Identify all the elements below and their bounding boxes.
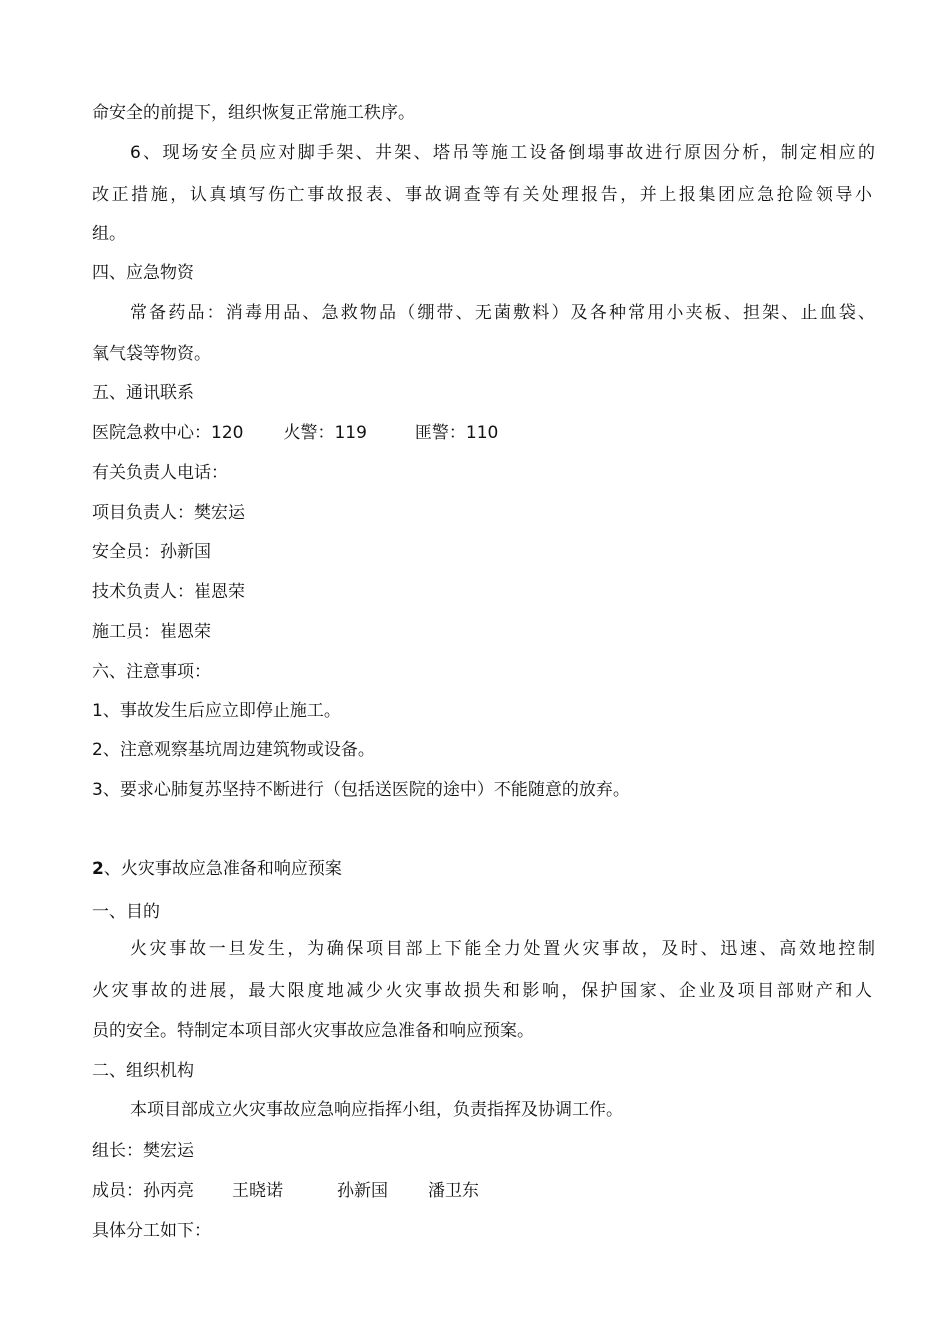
item-number: 6	[130, 143, 141, 163]
section-title-fire-plan: 2、火灾事故应急准备和响应预案	[92, 859, 342, 879]
paragraph-item-6: 6、现场安全员应对脚手架、井架、塔吊等施工设备倒塌事故进行原因分析，制定相应的	[130, 143, 875, 163]
paragraph-line: 命安全的前提下，组织恢复正常施工秩序。	[92, 103, 415, 123]
paragraph-line: 火灾事故的进展，最大限度地减少火灾事故损失和影响，保护国家、企业及项目部财产和人	[92, 981, 872, 1001]
contact-construction-worker: 施工员：崔恩荣	[92, 622, 211, 642]
emergency-numbers: 医院急救中心：120 火警：119 匪警：110	[92, 423, 499, 443]
paragraph-line: 具体分工如下：	[92, 1221, 211, 1241]
section-heading-emergency-supplies: 四、应急物资	[92, 263, 194, 283]
paragraph-line: 改正措施，认真填写伤亡事故报表、事故调查等有关处理报告，并上报集团应急抢险领导小	[92, 185, 872, 205]
contact-safety-officer: 安全员：孙新国	[92, 542, 211, 562]
contact-technical-lead: 技术负责人：崔恩荣	[92, 582, 245, 602]
paragraph-line: 常备药品：消毒用品、急救物品（绷带、无菌敷料）及各种常用小夹板、担架、止血袋、	[130, 303, 875, 323]
paragraph-line: 组。	[92, 224, 126, 244]
section-heading-notes: 六、注意事项：	[92, 662, 211, 682]
paragraph-line: 本项目部成立火灾事故应急响应指挥小组，负责指挥及协调工作。	[130, 1100, 623, 1120]
paragraph-line: 火灾事故一旦发生，为确保项目部上下能全力处置火灾事故，及时、迅速、高效地控制	[130, 939, 875, 959]
list-item: 3、要求心肺复苏坚持不断进行（包括送医院的途中）不能随意的放弃。	[92, 780, 630, 800]
contact-project-manager: 项目负责人：樊宏运	[92, 503, 245, 523]
team-members: 成员：孙丙亮 王晓诺 孙新国 潘卫东	[92, 1181, 479, 1201]
section-heading-organization: 二、组织机构	[92, 1061, 194, 1081]
paragraph-line: 氧气袋等物资。	[92, 344, 211, 364]
team-leader: 组长：樊宏运	[92, 1141, 194, 1161]
paragraph-line: 员的安全。特制定本项目部火灾事故应急准备和响应预案。	[92, 1021, 534, 1041]
section-heading-communications: 五、通讯联系	[92, 383, 194, 403]
list-item: 2、注意观察基坑周边建筑物或设备。	[92, 740, 375, 760]
list-item: 1、事故发生后应立即停止施工。	[92, 701, 341, 721]
paragraph-line: 有关负责人电话：	[92, 463, 228, 483]
section-heading-purpose: 一、目的	[92, 902, 160, 922]
